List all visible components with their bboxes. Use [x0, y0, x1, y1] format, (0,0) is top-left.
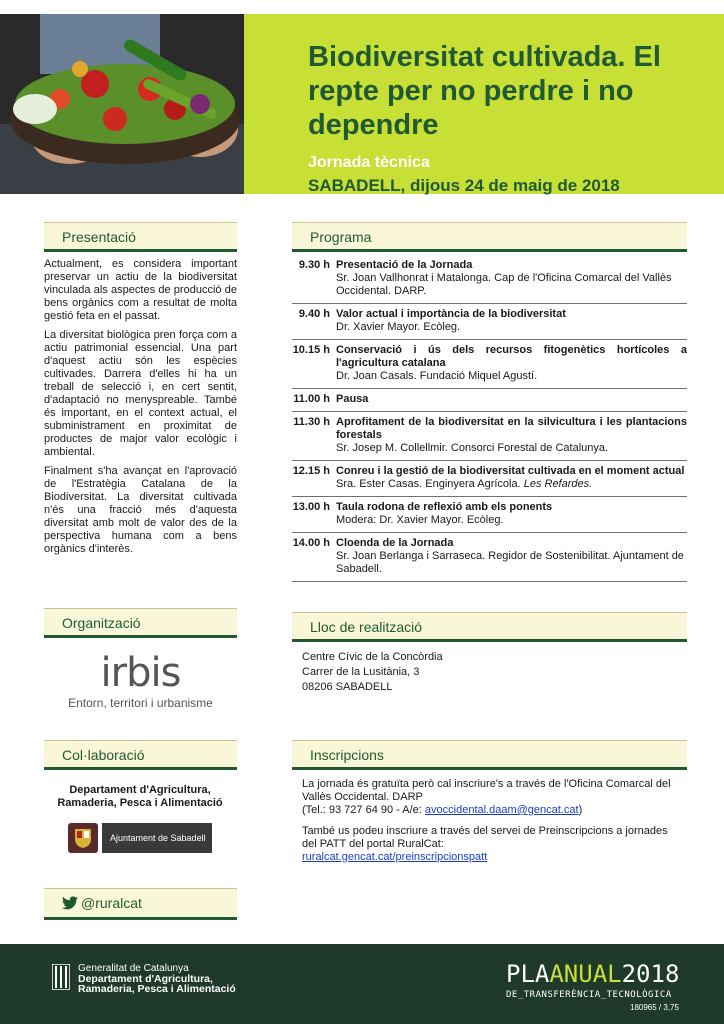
programa-title: Pausa: [336, 393, 369, 405]
programa-time: 9.40 h: [298, 308, 330, 320]
plan-year: 2018: [621, 960, 680, 988]
social-block: [44, 888, 237, 920]
programa-speaker-text: Sra. Ester Casas. Enginyera Agrícola.: [336, 478, 524, 490]
programa-heading: Programa: [292, 222, 687, 252]
irbis-logo-text: irbis: [100, 650, 181, 696]
footer: [0, 944, 724, 1024]
document-code: 180965 / 3,75: [630, 1003, 679, 1012]
ajuntament-label: Ajuntament de Sabadell: [102, 823, 212, 853]
twitter-icon: [62, 896, 78, 910]
event-type: Jornada tècnica: [308, 154, 430, 171]
generalitat-emblem-icon: [52, 964, 70, 990]
programa-time: 10.15 h: [292, 344, 330, 356]
inscripcions-contact: (Tel.: 93 727 64 90 - A/e:: [302, 804, 425, 816]
ajuntament-shield-icon: [68, 823, 98, 853]
inscripcions-contact-end: ): [578, 804, 583, 816]
programa-time: 11.30 h: [293, 416, 330, 428]
generalitat-logo: [52, 964, 236, 994]
presentacio-paragraph: Actualment, es considera important preservar un actiu de la biodiversitat vinculada als aspectes de producció de bens orgànics com a resultat de molta gestió feta en el passat.: [44, 258, 237, 322]
programa-time: 12.15 h: [292, 465, 330, 477]
programa-speaker: Dr. Xavier Mayor. Ecòleg.: [336, 321, 461, 333]
inscripcions-info: La jornada és gratuïta però cal inscriure's a través de l'Oficina Comarcal del Vallès Occidental. DARP: [302, 778, 671, 803]
department-line: Departament d'Agricultura,: [78, 973, 213, 985]
inscripcions-paragraph: [302, 778, 685, 817]
programa-title: Conreu i la gestió de la biodiversitat cultivada en el moment actual: [336, 465, 685, 477]
programa-time: 9.30 h: [298, 259, 330, 271]
department-name: Departament d'Agricultura, Ramaderia, Pesca i Alimentació: [57, 784, 223, 809]
lloc-address: [302, 650, 682, 695]
page-title: Biodiversitat cultivada. El repte per no perdre i no dependre: [308, 41, 661, 141]
programa-speaker: Modera: Dr. Xavier Mayor. Ecòleg.: [336, 514, 504, 526]
pla-anual-logo: [506, 960, 679, 1000]
presentacio-text: [44, 258, 237, 562]
presentacio-paragraph: La diversitat biològica pren força com a actiu patrimonial essencial. Una part d'aquest actiu són les espècies cultivades. Darrera d'elles hi ha un treball de selecció i, en cert sentit, d'adaptació no menyspreable. També és important, en el context actual, el subministrament en proximitat de productes de major valor ecològic i ambiental.: [44, 329, 237, 458]
organitzacio-heading: Organització: [44, 608, 237, 638]
generalitat-name: Generalitat de Catalunya: [78, 963, 189, 974]
programa-title: Aprofitament de la biodiversitat en la silvicultura i les plantacions forestals: [336, 416, 687, 441]
irbis-tagline: Entorn, territori i urbanisme: [68, 696, 213, 710]
programa-item: [292, 304, 687, 340]
event-date: SABADELL, dijous 24 de maig de 2018: [308, 176, 620, 195]
programa-item: [292, 255, 687, 304]
address-line: 08206 SABADELL: [302, 681, 393, 693]
header-band: [244, 14, 724, 194]
ajuntament-logo: [68, 822, 212, 854]
programa-speaker-company: Les Refardes.: [523, 478, 593, 490]
programa-item: [292, 497, 687, 533]
programa-speaker: Dr. Joan Casals. Fundació Miquel Agustí.: [336, 370, 538, 382]
programa-item: [292, 461, 687, 497]
programa-item: [292, 533, 687, 582]
programa-title: Cloenda de la Jornada: [336, 537, 454, 549]
presentacio-paragraph: Finalment s'ha avançat en l'aprovació de l'Estratègia Catalana de la Biodiversitat. La diversitat cultivada n'és una fracció més d'aquesta diversitat amb molt de valor des de la perspectiva humana com a bens orgànics d'interès.: [44, 465, 237, 555]
inscripcions-paragraph: [302, 825, 685, 864]
programa-title: Presentació de la Jornada: [336, 259, 473, 271]
address-line: Carrer de la Lusitània, 3: [302, 666, 420, 678]
address-line: Centre Cívic de la Concòrdia: [302, 651, 443, 663]
twitter-handle[interactable]: @ruralcat: [81, 895, 142, 911]
inscripcions-heading: Inscripcions: [292, 740, 687, 770]
inscripcions-text: [302, 778, 685, 870]
plan-anual: ANUAL: [549, 960, 622, 988]
header: [0, 14, 724, 194]
irbis-logo: [44, 652, 237, 710]
plan-prefix: PLA: [506, 960, 550, 988]
lloc-heading: Lloc de realització: [292, 612, 687, 642]
ruralcat-link[interactable]: ruralcat.gencat.cat/preinscripcionspatt: [302, 851, 488, 863]
vegetables-photo: [0, 14, 244, 194]
programa-title: Conservació i ús dels recursos fitogenètics hortícoles a l'agricultura catalana: [336, 344, 687, 369]
programa-time: 14.00 h: [292, 537, 330, 549]
programa-title: Valor actual i importància de la biodiversitat: [336, 308, 566, 320]
programa-title: Taula rodona de reflexió amb els ponents: [336, 501, 553, 513]
programa-speaker: Sr. Joan Berlanga i Sarraseca. Regidor de Sostenibilitat. Ajuntament de Sabadell.: [336, 550, 684, 575]
programa-item: [292, 389, 687, 412]
collaboracio-heading: Col·laboració: [44, 740, 237, 770]
programa-time: 11.00 h: [293, 393, 330, 405]
programa-speaker: Sr. Joan Vallhonrat i Matalonga. Cap de l'Oficina Comarcal del Vallès Occidental. DARP.: [336, 272, 672, 297]
programa-speaker: Sr. Josep M. Collellmir. Consorci Forestal de Catalunya.: [336, 442, 609, 454]
programa-item: [292, 412, 687, 461]
department-line: Ramaderia, Pesca i Alimentació: [78, 983, 236, 995]
email-link[interactable]: avoccidental.daam@gencat.cat: [424, 804, 579, 816]
plan-subtitle: DE_TRANSFERÈNCIA_TECNOLÒGICA: [506, 990, 672, 1000]
programa-item: [292, 340, 687, 389]
programa-time: 13.00 h: [292, 501, 330, 513]
presentacio-heading: Presentació: [44, 222, 237, 252]
programa-speaker: [336, 478, 687, 491]
inscripcions-ruralcat-info: També us podeu inscriure a través del servei de Preinscripcions a jornades del PATT del portal RuralCat:: [302, 825, 668, 850]
programa-list: [292, 255, 687, 582]
